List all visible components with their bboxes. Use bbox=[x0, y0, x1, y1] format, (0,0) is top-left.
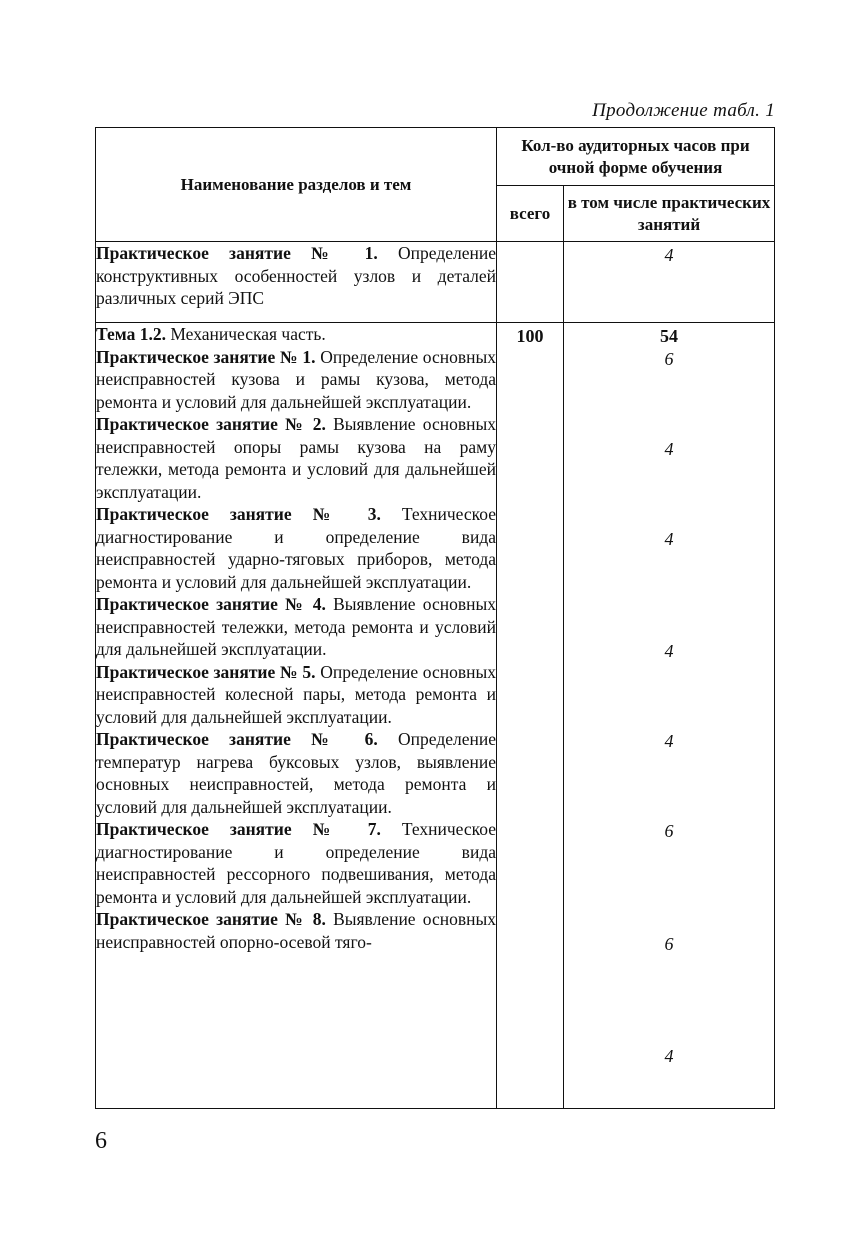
page-number: 6 bbox=[95, 1128, 107, 1154]
entry-title: Практическое занятие № 1. bbox=[96, 346, 316, 367]
entry-text: Определение температур нагрева буксовых узлов, выявление основных неисправностей, метода ремонта и условий для дальнейшей эксплуатации. bbox=[96, 729, 496, 817]
entry-text: Выявление основных неисправностей опорно-осевой тяго- bbox=[96, 909, 496, 952]
entry-5 bbox=[96, 661, 496, 729]
entry-3-hours: 4 bbox=[664, 529, 674, 549]
entry-4 bbox=[96, 593, 496, 661]
entry-text: Техническое диагностирование и определение вида неисправностей рессорного подвешивания, метода ремонта и условий для дальнейшей эксплуатации. bbox=[96, 819, 496, 907]
topic-text: Механическая часть. bbox=[165, 324, 326, 344]
entry-text: Выявление основных неисправностей опоры рамы кузова на раму тележки, метода ремонта и условий для дальнейшей эксплуатации. bbox=[96, 414, 496, 502]
entry-title: Практическое занятие № 7. bbox=[96, 819, 381, 839]
entry-title: Практическое занятие № 4. bbox=[96, 594, 326, 614]
entry-8-hours: 4 bbox=[664, 1046, 674, 1066]
row1-title: Практическое занятие № 1. bbox=[96, 243, 378, 263]
hours-table bbox=[95, 127, 775, 1109]
entry-2-hours: 4 bbox=[664, 439, 674, 459]
row2-total-cell bbox=[497, 323, 564, 1109]
entry-5-hours: 4 bbox=[664, 731, 674, 751]
entry-title: Практическое занятие № 3. bbox=[96, 504, 381, 524]
row1-practical: 4 bbox=[664, 245, 674, 265]
entry-3 bbox=[96, 503, 496, 593]
entry-1-hours: 6 bbox=[664, 349, 674, 369]
row1-name bbox=[96, 242, 497, 323]
entry-title: Практическое занятие № 6. bbox=[96, 729, 378, 749]
entry-8 bbox=[96, 908, 496, 953]
header-total: всего bbox=[497, 186, 564, 242]
entry-text: Определение основных неисправностей кузова и рамы кузова, метода ремонта и условий для дальнейшей эксплуатации. bbox=[96, 346, 496, 412]
entry-text: Техническое диагностирование и определение вида неисправностей ударно-тяговых приборов, метода ремонта и условий для дальнейшей эксплуатации. bbox=[96, 504, 496, 592]
entry-title: Практическое занятие № 5. bbox=[96, 661, 316, 682]
entry-6 bbox=[96, 728, 496, 818]
row2-practical-cell bbox=[564, 323, 775, 1109]
entry-title: Практическое занятие № 8. bbox=[96, 909, 326, 929]
topic-title: Тема 1.2. bbox=[96, 324, 166, 344]
topic-practical: 54 bbox=[660, 326, 678, 346]
entry-2 bbox=[96, 413, 496, 503]
topic-line bbox=[96, 323, 496, 346]
row1-total bbox=[497, 242, 564, 323]
header-name: Наименование разделов и тем bbox=[96, 128, 497, 242]
table-caption: Продолжение табл. 1 bbox=[592, 100, 775, 121]
entry-title: Практическое занятие № 2. bbox=[96, 414, 326, 434]
entry-7 bbox=[96, 818, 496, 908]
header-hours-group: Кол-во аудиторных часов при очной форме обучения bbox=[497, 128, 775, 186]
entry-1 bbox=[96, 346, 496, 414]
topic-total: 100 bbox=[516, 326, 544, 346]
header-practical: в том числе практических занятий bbox=[564, 186, 775, 242]
row2-name bbox=[96, 323, 497, 1109]
entry-text: Определение основных неисправностей колесной пары, метода ремонта и условий для дальнейшей эксплуатации. bbox=[96, 661, 496, 727]
entry-text: Выявление основных неисправностей тележки, метода ремонта и условий для дальнейшей эксплуатации. bbox=[96, 594, 496, 659]
entry-4-hours: 4 bbox=[664, 641, 674, 661]
entry-7-hours: 6 bbox=[664, 934, 674, 954]
entry-6-hours: 6 bbox=[664, 821, 674, 841]
row1-practical-cell bbox=[564, 242, 775, 323]
row1-text: Определение конструктивных особенностей узлов и деталей различных серий ЭПС bbox=[96, 243, 496, 308]
